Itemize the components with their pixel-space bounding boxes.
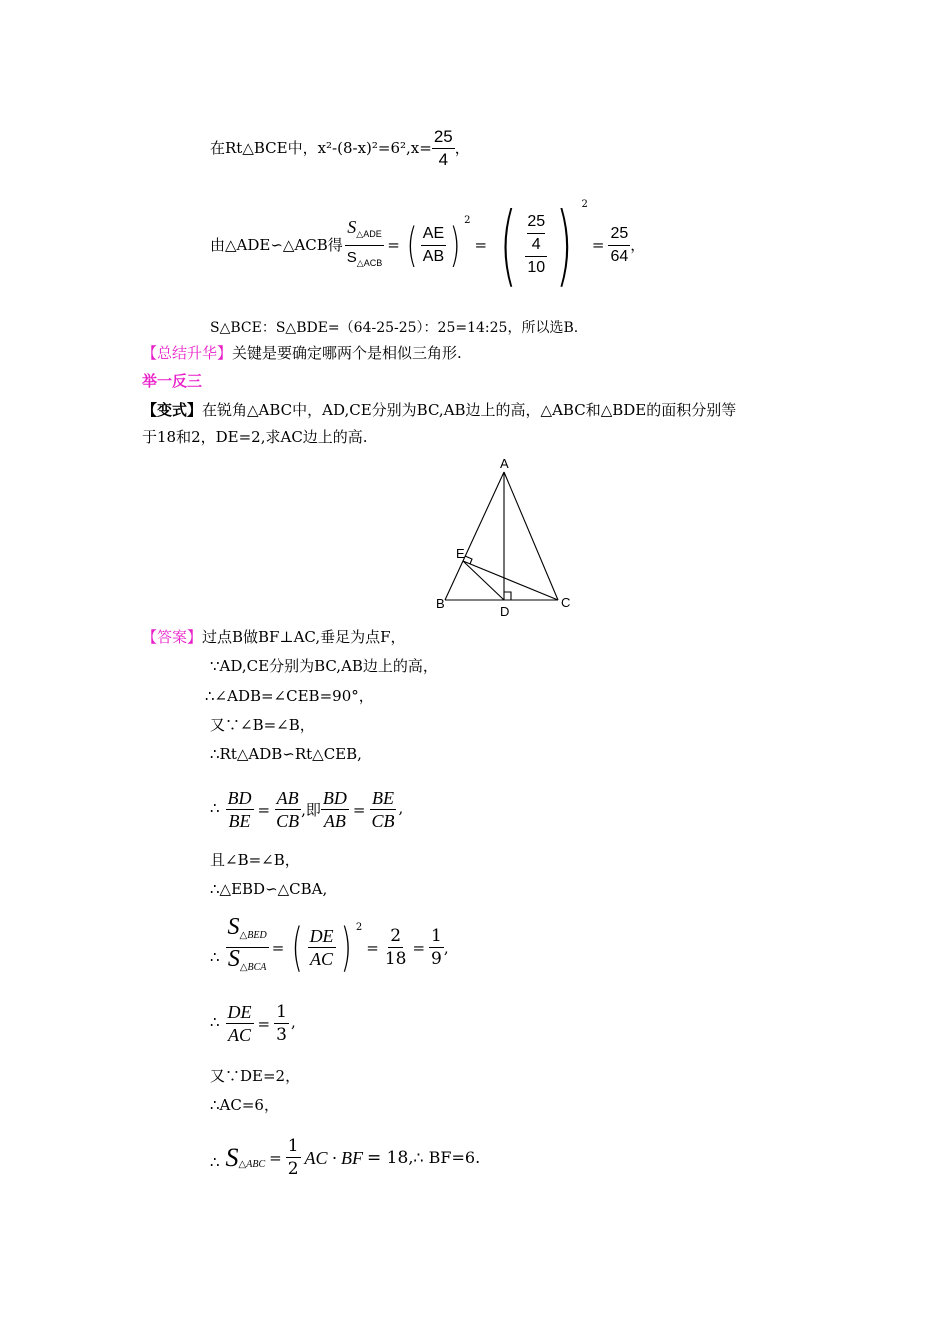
area-ratio-line: S△BCE：S△BDE=（64-25-25）：25=14:25，所以选B. [210,320,579,336]
fraction-bd-ab: $\frac{BD}{AB}$ [322,788,347,831]
equation-line-1: 在Rt△BCE中，x²-(8-x)²=6²,x= $\frac{25}{4}$ ， [210,126,470,169]
fraction-1-2: $\frac{1}{2}$ [287,1136,299,1179]
fraction-de-ac: $\frac{DE}{AC}$ [227,1002,252,1045]
segment-de [463,561,504,600]
fraction-25-4: $\frac{25}{4}$ [433,126,453,169]
area-ratio-fraction: $\frac{S_{\triangle ADE}}{S_{\triangle ACB}}$ [346,217,383,268]
answer-line-10: ∴ $\frac{DE}{AC}$ = $\frac{1}{3}$ , [210,1002,296,1045]
section-heading: 举一反三 [142,372,203,390]
equation-text: 在Rt△BCE中，x²-(8-x)²=6²,x= [210,139,432,157]
label-c: C [561,595,571,610]
label-a: A [500,456,509,471]
answer-line-8: ∴△EBD∽△CBA, [210,880,328,898]
fraction-1-3: $\frac{1}{3}$ [276,1002,287,1045]
answer-line-7: 且∠B=∠B， [210,851,300,869]
fraction-1-9: $\frac{1}{9}$ [431,926,442,969]
label-d: D [500,604,510,619]
answer-line-6: ∴ $\frac{BD}{BE}$ = $\frac{AB}{CB}$ ,即 $\frac{BD}{AB}$ = $\frac{BE}{CB}$ , [210,788,404,831]
fraction-bd-be: $\frac{BD}{BE}$ [227,788,252,831]
fraction-ab-cb: $\frac{AB}{CB}$ [276,788,300,831]
fraction-25-64: $\frac{25}{64}$ [610,224,629,265]
compound-fraction: 25 4 10 [527,213,546,276]
label-b: B [436,596,445,611]
answer-line-12: ∴AC=6， [210,1096,279,1114]
answer-line-5: ∴Rt△ADB∽Rt△CEB, [210,745,362,763]
variant-tag: 【变式】 [142,401,203,419]
summary-tag: 【总结升华】 [142,344,233,362]
answer-line-4: 又∵∠B=∠B， [210,716,315,734]
answer-line-3: ∴∠ADB=∠CEB=90°， [205,687,374,705]
label-e: E [456,546,465,561]
triangle-figure [430,452,600,622]
side-ab [445,472,504,600]
equation-text: 由△ADE∽△ACB得 [210,236,343,254]
variant-line-1: 【变式】在锐角△ABC中，AD,CE分别为BC,AB边上的高，△ABC和△BDE的面积分别等 [142,401,737,419]
equation-line-2: 由△ADE∽△ACB得 $\frac{S_{\triangle ADE}}{S_{\triangle ACB}}$ = ( $\frac{AE}{AB}$ ) 2 = ( 25 4 10 ) 2 = $\frac{25}{64}$ ， [210,193,646,296]
fraction-2-18: $\frac{2}{18}$ [384,926,407,969]
answer-line-9: ∴ $\frac{S_{\triangle BED}}{S_{\triangle BCA}}$ = ( $\frac{DE}{AC}$ ) $^2$ = $\frac{2}{18}$ = $\frac{1}{9}$ , [210,914,449,978]
ae-ab-fraction: $\frac{AE}{AB}$ [422,224,445,265]
area-fraction: $\frac{S_{\triangle BED}}{S_{\triangle BCA}}$ [227,914,267,973]
variant-line-2: 于18和2，DE=2,求AC边上的高. [142,428,368,446]
right-angle-d [504,592,511,600]
fraction-de-ac: $\frac{DE}{AC}$ [309,926,334,969]
answer-line-13: ∴ S $_{\triangle ABC}$ = $\frac{1}{2}$ AC · BF = 18 ,∴ BF=6. [210,1136,481,1179]
answer-tag: 【答案】 [142,628,203,646]
summary-line: 【总结升华】关键是要确定哪两个是相似三角形. [142,344,462,362]
fraction-be-cb: $\frac{BE}{CB}$ [371,788,395,831]
answer-line-1: 【答案】过点B做BF⊥AC,垂足为点F， [142,628,406,646]
answer-line-2: ∵AD,CE分别为BC,AB边上的高， [210,657,438,675]
answer-line-11: 又∵DE=2， [210,1067,301,1085]
